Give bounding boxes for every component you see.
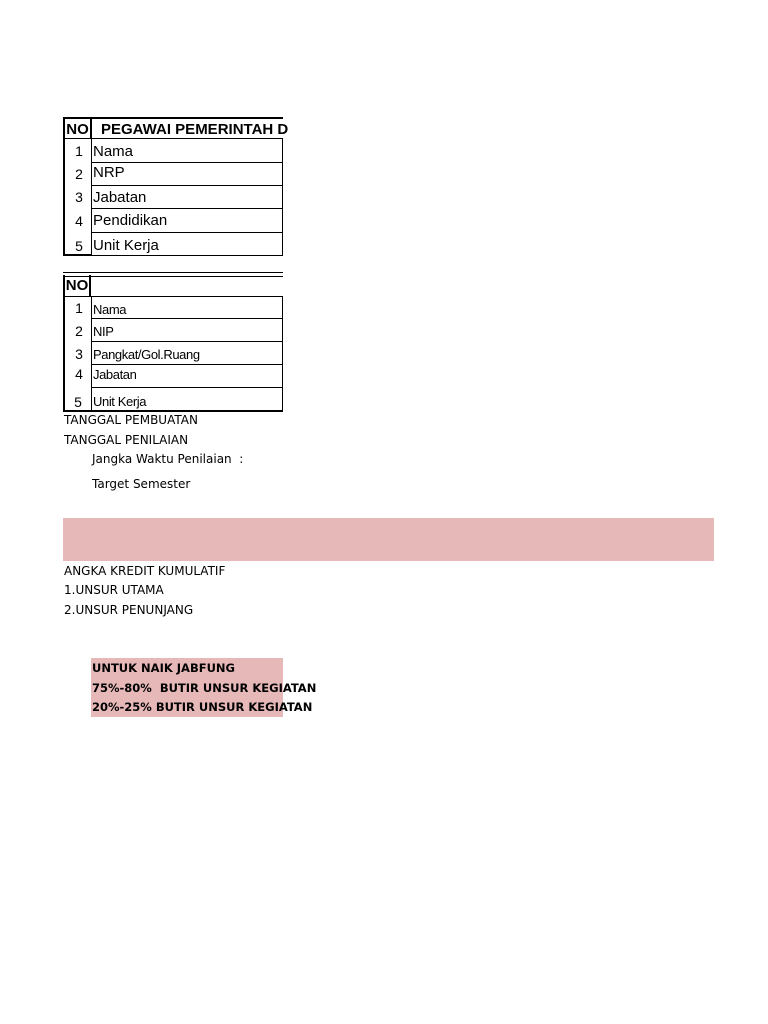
header-no: NO bbox=[63, 117, 92, 139]
row-number: 4 bbox=[63, 365, 93, 388]
unsur-penunjang-label: 2.UNSUR PENUNJANG bbox=[64, 603, 194, 617]
field-label: Unit Kerja bbox=[91, 388, 283, 412]
field-label: NIP bbox=[91, 319, 283, 342]
header-no: NO bbox=[63, 275, 91, 296]
table-row bbox=[63, 163, 283, 186]
unsur-utama-label: 1.UNSUR UTAMA bbox=[64, 583, 164, 597]
header-title: PEGAWAI PEMERINTAH D bbox=[91, 117, 283, 139]
row-number: 2 bbox=[63, 163, 93, 186]
field-label: Pendidikan bbox=[91, 209, 283, 233]
field-label: Jabatan bbox=[91, 186, 283, 209]
jabfung-note-box bbox=[91, 658, 317, 717]
table-header-row bbox=[63, 117, 289, 139]
field-label: Nama bbox=[91, 139, 283, 163]
note-line-1: UNTUK NAIK JABFUNG bbox=[92, 661, 235, 675]
row-number: 4 bbox=[63, 209, 93, 233]
row-number: 1 bbox=[63, 296, 93, 319]
row-number: 3 bbox=[63, 342, 93, 365]
target-semester-label: Target Semester bbox=[92, 477, 191, 491]
table-row bbox=[63, 139, 283, 163]
row-number: 5 bbox=[63, 233, 93, 256]
table-header-row bbox=[63, 275, 283, 296]
header-title bbox=[91, 275, 283, 296]
table-divider bbox=[63, 254, 91, 256]
field-label: Jabatan bbox=[91, 365, 283, 388]
field-label: Nama bbox=[91, 296, 283, 319]
tanggal-penilaian-label: TANGGAL PENILAIAN bbox=[64, 433, 189, 447]
table-row bbox=[63, 365, 283, 388]
row-number: 1 bbox=[63, 139, 93, 163]
table-row bbox=[63, 319, 283, 342]
pegawai-table bbox=[63, 117, 289, 256]
table-row bbox=[63, 296, 283, 319]
table-row bbox=[63, 388, 283, 412]
table-row bbox=[63, 342, 283, 365]
field-label: NRP bbox=[91, 163, 283, 186]
tanggal-pembuatan-label: TANGGAL PEMBUATAN bbox=[64, 413, 198, 427]
table-row bbox=[63, 209, 283, 233]
highlight-band bbox=[63, 518, 714, 561]
note-line-3: 20%-25% BUTIR UNSUR KEGIATAN bbox=[92, 700, 313, 714]
jangka-waktu-label: Jangka Waktu Penilaian : bbox=[92, 452, 244, 466]
row-number: 2 bbox=[63, 319, 93, 342]
table-row bbox=[63, 186, 283, 209]
field-label: Pangkat/Gol.Ruang bbox=[91, 342, 283, 365]
row-number: 5 bbox=[63, 388, 91, 412]
table-row bbox=[63, 233, 283, 256]
field-label: Unit Kerja bbox=[91, 233, 283, 256]
note-line-2: 75%-80% BUTIR UNSUR KEGIATAN bbox=[92, 681, 317, 695]
pns-table bbox=[63, 275, 283, 412]
angka-kredit-title: ANGKA KREDIT KUMULATIF bbox=[64, 564, 226, 578]
row-number: 3 bbox=[63, 186, 93, 209]
